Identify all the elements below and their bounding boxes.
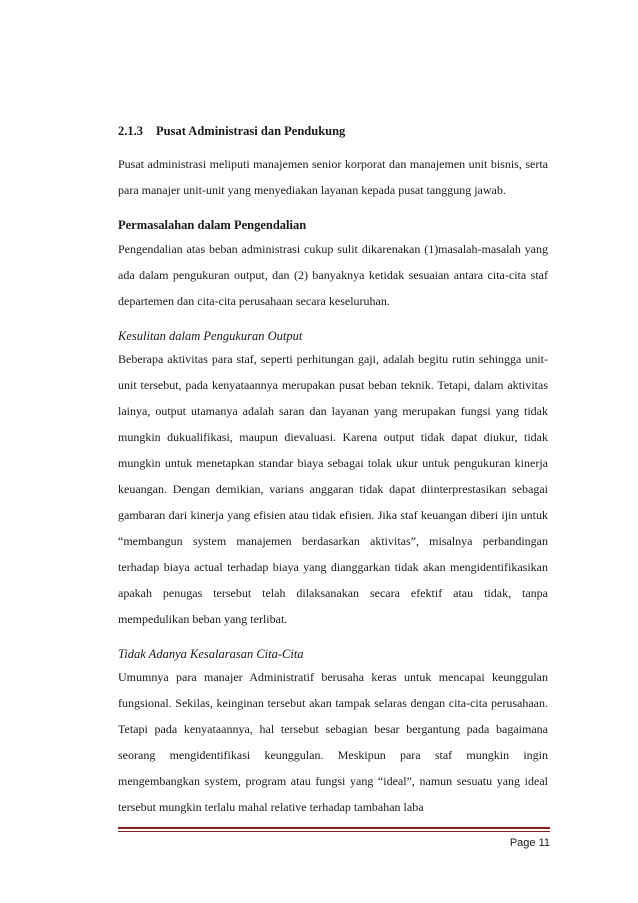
footer-rule-thin [118, 831, 550, 832]
page-number: Page 11 [509, 837, 550, 849]
footer-rule-thick [118, 827, 550, 829]
goal-congruence-heading: Tidak Adanya Kesalarasan Cita-Cita [118, 647, 304, 661]
problems-heading: Permasalahan dalam Pengendalian [118, 218, 307, 232]
section-paragraph: Pusat administrasi meliputi manajemen senior korporat dan manajemen unit bisnis, serta para manajer unit-unit yang menyediakan layanan kepada pusat tanggung jawab. [118, 157, 548, 197]
section-number: 2.1.3 [118, 124, 143, 138]
goal-congruence-paragraph: Umumnya para manajer Administratif berusaha keras untuk mencapai keunggulan fungsional. Sekilas, keinginan tersebut akan tampak selaras dengan cita-cita perusahaan. Tetapi pada kenyataannya, hal tersebut sebagian besar bergantung pada bagaimana seorang mengidentifikasi keunggulan. Meskipun para staf mungkin ingin mengembangkan system, program atau fungsi yang “ideal”, namun sesuatu yang ideal tersebut mungkin terlalu mahal relative terhadap tambahan laba [118, 670, 548, 814]
output-measurement-heading: Kesulitan dalam Pengukuran Output [118, 329, 303, 343]
section-heading [118, 123, 548, 139]
page-content [118, 123, 548, 820]
output-measurement-paragraph: Beberapa aktivitas para staf, seperti perhitungan gaji, adalah begitu rutin sehingga unit-unit tersebut, pada kenyataannya merupakan pusat beban teknik. Tetapi, dalam aktivitas lainya, output utamanya adalah saran dan layanan yang merupakan fungsi yang tidak mungkin dukualifikasi, maupun dievaluasi. Karena output tidak dapat diukur, tidak mungkin untuk menetapkan standar biaya sebagai tolak ukur untuk pengukuran kinerja keuangan. Dengan demikian, varians anggaran tidak dapat diinterprestasikan sebagai gambaran dari kinerja yang efisien atau tidak efisien. Jika staf keuangan diberi ijin untuk “membangun system manajemen berdasarkan aktivitas”, misalnya perbandingan terhadap biaya actual terhadap biaya yang dianggarkan tidak akan mengidentifikasikan apakah penugas tersebut telah dilaksanakan secara efektif atau tidak, tanpa mempedulikan beban yang terlibat. [118, 352, 548, 626]
problems-paragraph: Pengendalian atas beban administrasi cukup sulit dikarenakan (1)masalah-masalah yang ada dalam pengukuran output, dan (2) banyaknya ketidak sesuaian antara cita-cita staf departemen dan cita-cita perusahaan secara keseluruhan. [118, 242, 548, 308]
section-title: Pusat Administrasi dan Pendukung [156, 124, 346, 138]
